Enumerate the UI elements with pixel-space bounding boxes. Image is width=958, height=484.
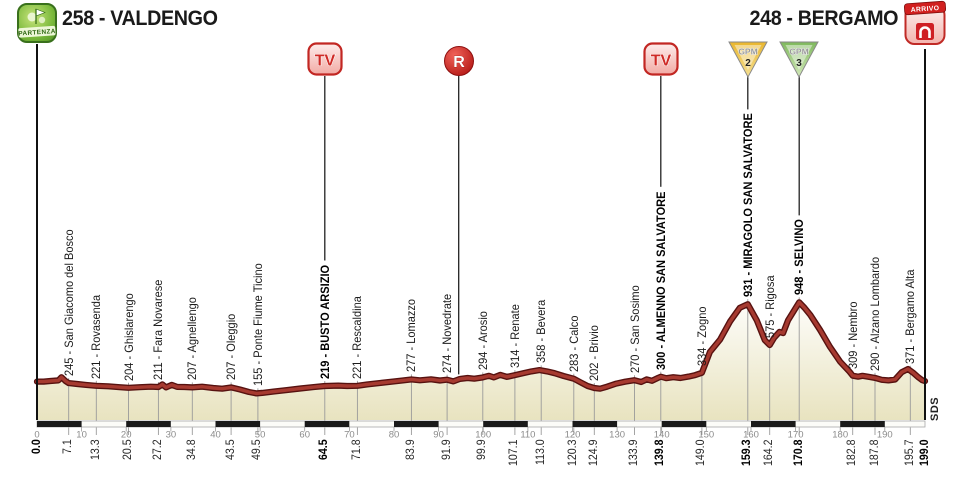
tv-icon-label: TV [314,52,336,70]
km-label: 91.9 [440,438,453,460]
town-label: 290 - Alzano Lombardo [868,256,882,371]
axis-scale-number: 10 [76,429,87,441]
km-label: 124.9 [587,439,600,466]
tv-icon [643,42,679,81]
town-label: 358 - Bevera [534,300,549,364]
axis-scale-number: 180 [832,429,849,441]
km-label: 83.9 [404,438,417,460]
finish-title: 248 - BERGAMO [749,7,898,30]
town-label: 221 - Rescaldina [350,295,365,379]
tv-icon-label: TV [650,52,672,70]
axis-scale-number: 90 [433,429,444,441]
axis-bar-segment [37,421,82,427]
axis-bar-segment [394,421,439,427]
axis-scale-number: 170 [787,429,804,441]
start-badge-label: PARTENZA [18,27,57,38]
town-label: 371 - Bergamo Alta [903,269,918,364]
axis-bar-segment [483,421,528,427]
town-label: 334 - Zogno [694,306,709,366]
town-label: 245 - San Giacomo del Bosco [61,229,76,377]
km-label: 7.1 [62,438,75,454]
km-label: 99.9 [476,438,489,460]
axis-scale-number: 110 [520,429,536,441]
gpm-icon-label: GPM [738,46,758,57]
axis-scale-number: 20 [120,429,132,441]
km-label: 159.3 [741,439,754,466]
town-label: 309 - Nembro [845,301,860,369]
km-label: 0.0 [30,438,43,454]
town-label: 931 - MIRAGOLO SAN SALVATORE [740,113,755,298]
gpm-3-icon [779,40,819,84]
axis-bar-segment [216,421,261,427]
town-label: 277 - Lomazzo [404,299,419,373]
km-label: 43.5 [224,438,237,460]
axis-scale-number: 120 [564,429,581,441]
km-label: 49.5 [251,438,264,460]
axis-bar-segment [840,421,885,427]
axis-bar-segment [305,421,350,427]
axis-bar-segment [126,421,171,427]
axis-scale-number: 40 [210,429,221,441]
km-label: 139.8 [654,439,667,466]
town-label: 219 - BUSTO ARSIZIO [317,264,332,379]
km-label: 13.3 [89,438,102,460]
town-label: 155 - Ponte Fiume Ticino [250,263,265,387]
km-label: 195.7 [903,439,916,466]
axis-scale-number: 60 [299,429,310,441]
axis-bar-segment [751,421,796,427]
town-label: 283 - Calco [566,315,581,372]
town-label: 575 - Rigosa [762,275,777,339]
sds-logo: SDS [929,396,941,421]
km-label: 113.0 [534,438,547,465]
town-label: 211 - Fara Novarese [151,279,166,380]
start-badge [16,2,58,51]
gpm-icon-label: GPM [789,46,809,57]
town-label: 221 - Rovasenda [89,294,104,379]
start-title: 258 - VALDENGO [62,7,218,30]
town-label: 204 - Ghislarengo [121,293,136,381]
axis-scale-number: 150 [698,429,715,441]
town-label: 207 - Agnellengo [185,297,200,381]
gpm-2-icon [728,40,768,84]
axis-bar-segment [662,421,707,427]
axis-scale-number: 30 [165,429,177,441]
arrivo-icon [903,0,947,48]
axis-scale-number: 160 [743,429,759,441]
axis-scale-number: 80 [388,429,400,441]
km-label: 170.8 [792,439,805,466]
km-label: 164.2 [763,439,776,466]
town-label: 202 - Brivio [587,325,602,381]
tv-icon [307,42,343,81]
refreshment-icon-label: R [452,54,465,71]
axis-scale-number: 70 [344,429,355,441]
town-label: 948 - SELVINO [792,219,807,296]
km-label: 133.9 [628,439,640,466]
axis-scale-number: 130 [609,429,626,441]
gpm-level: 2 [745,58,751,69]
town-label: 207 - Oleggio [224,314,239,381]
km-label: 149.0 [695,439,708,466]
km-label: 199.0 [918,439,931,466]
finish-badge [903,0,947,53]
town-label: 274 - Novedrate [440,293,455,373]
km-label: 64.5 [318,438,331,460]
axis-scale-number: 0 [34,429,40,441]
km-label: 120.3 [567,439,580,466]
km-label: 107.1 [508,439,521,466]
axis-scale-number: 190 [876,429,893,441]
gpm-level: 3 [796,58,802,69]
axis-scale-number: 140 [653,429,670,441]
town-label: 314 - Renate [507,304,522,369]
town-label: 270 - San Sosimo [627,285,642,374]
km-label: 27.2 [151,438,164,460]
finish-badge-label: ARRIVO [910,4,940,14]
km-label: 71.8 [350,438,363,460]
km-label: 34.8 [185,438,198,460]
refreshment-icon [443,45,475,82]
partenza-icon [16,2,58,46]
km-label: 20.5 [122,438,134,460]
axis-bar-segment [573,421,618,427]
axis-scale-number: 50 [254,429,266,441]
km-label: 187.8 [868,439,881,466]
town-label: 300 - ALMENNO SAN SALVATORE [653,191,668,370]
axis-scale-number: 100 [475,429,492,441]
town-label: 294 - Arosio [475,311,490,371]
km-label: 182.8 [846,439,859,466]
